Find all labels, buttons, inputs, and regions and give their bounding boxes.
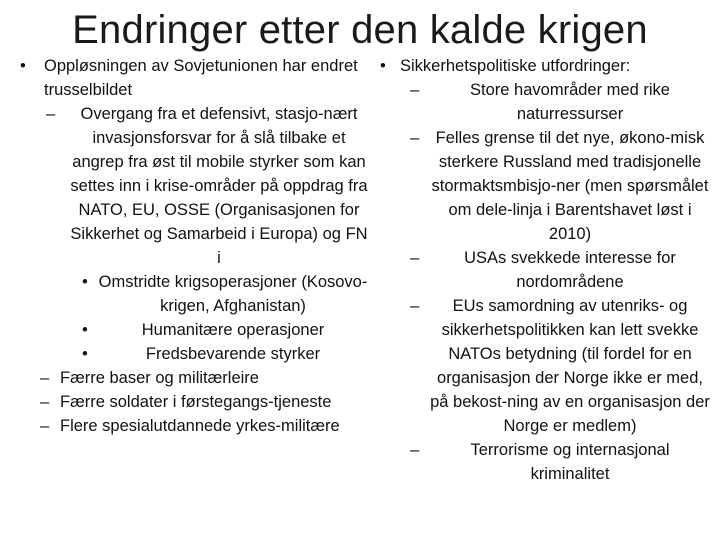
bullet-marker: • xyxy=(20,57,26,75)
sub-item-text: Færre baser og militærleire xyxy=(60,369,259,387)
left-sub-item xyxy=(10,390,370,414)
left-sub-item xyxy=(10,414,370,438)
dash-marker: – xyxy=(410,297,420,315)
sub-item-text: EUs samordning av utenriks- og sikkerhetspolitikken kan lett svekke NATOs betydning (til fordel for en organisasjon der Norge ikke er med, på bekost-ning av en organisasjon der Norge er medlem) xyxy=(430,297,710,435)
dash-marker: – xyxy=(410,81,420,99)
left-main-bullet xyxy=(10,54,370,102)
right-sub-item xyxy=(380,78,710,126)
sub-item-text: Felles grense til det nye, økono-misk sterkere Russland med tradisjonelle stormaktsmbisjo-ner (men spørsmålet om dele-linja i Barentshavet løst i 2010) xyxy=(431,129,709,243)
right-sub-item xyxy=(380,126,710,246)
sub-item-text: Store havområder med rike naturressurser xyxy=(470,81,670,123)
bullet-text: Oppløsningen av Sovjetunionen har endret trusselbildet xyxy=(44,57,358,99)
right-sub-item xyxy=(380,294,710,438)
nested-bullet-text: Fredsbevarende styrker xyxy=(145,345,321,363)
sub-item-text: Færre soldater i førstegangs-tjeneste xyxy=(60,393,332,411)
left-nested-bullet xyxy=(10,318,370,342)
sub-item-text: Flere spesialutdannede yrkes-militære xyxy=(60,417,340,435)
right-sub-item xyxy=(380,246,710,294)
dash-marker: – xyxy=(40,417,50,435)
left-sub-item xyxy=(10,102,370,270)
dash-marker: – xyxy=(410,441,420,459)
slide-title: Endringer etter den kalde krigen xyxy=(72,8,648,52)
nested-bullet-text: Omstridte krigsoperasjoner (Kosovo-krigen, Afghanistan) xyxy=(98,273,368,315)
bullet-marker: • xyxy=(82,345,88,363)
right-main-bullet xyxy=(380,54,710,78)
right-sub-item xyxy=(380,438,710,486)
dash-marker: – xyxy=(40,369,50,387)
left-nested-bullet xyxy=(10,342,370,366)
right-column xyxy=(380,54,710,486)
bullet-text: Sikkerhetspolitiske utfordringer: xyxy=(400,57,631,75)
dash-marker: – xyxy=(40,393,50,411)
sub-item-text: USAs svekkede interesse for nordområdene xyxy=(464,249,676,291)
left-sub-item xyxy=(10,366,370,390)
dash-marker: – xyxy=(410,249,420,267)
bullet-marker: • xyxy=(82,321,88,339)
left-column xyxy=(10,54,370,438)
left-nested-bullet xyxy=(10,270,370,318)
bullet-marker: • xyxy=(82,273,88,291)
dash-marker: – xyxy=(46,105,56,123)
sub-item-text: Overgang fra et defensivt, stasjo-nært invasjonsforsvar for å slå tilbake et angrep fra øst til mobile styrker som kan settes inn i krise-områder på oppdrag fra NATO, EU, OSSE (Organisasjonen for Sikkerhet og Samarbeid i Europa) og FN i xyxy=(70,105,368,267)
sub-item-text: Terrorisme og internasjonal kriminalitet xyxy=(470,441,670,483)
bullet-marker: • xyxy=(380,57,386,75)
dash-marker: – xyxy=(410,129,420,147)
nested-bullet-text: Humanitære operasjoner xyxy=(141,321,325,339)
